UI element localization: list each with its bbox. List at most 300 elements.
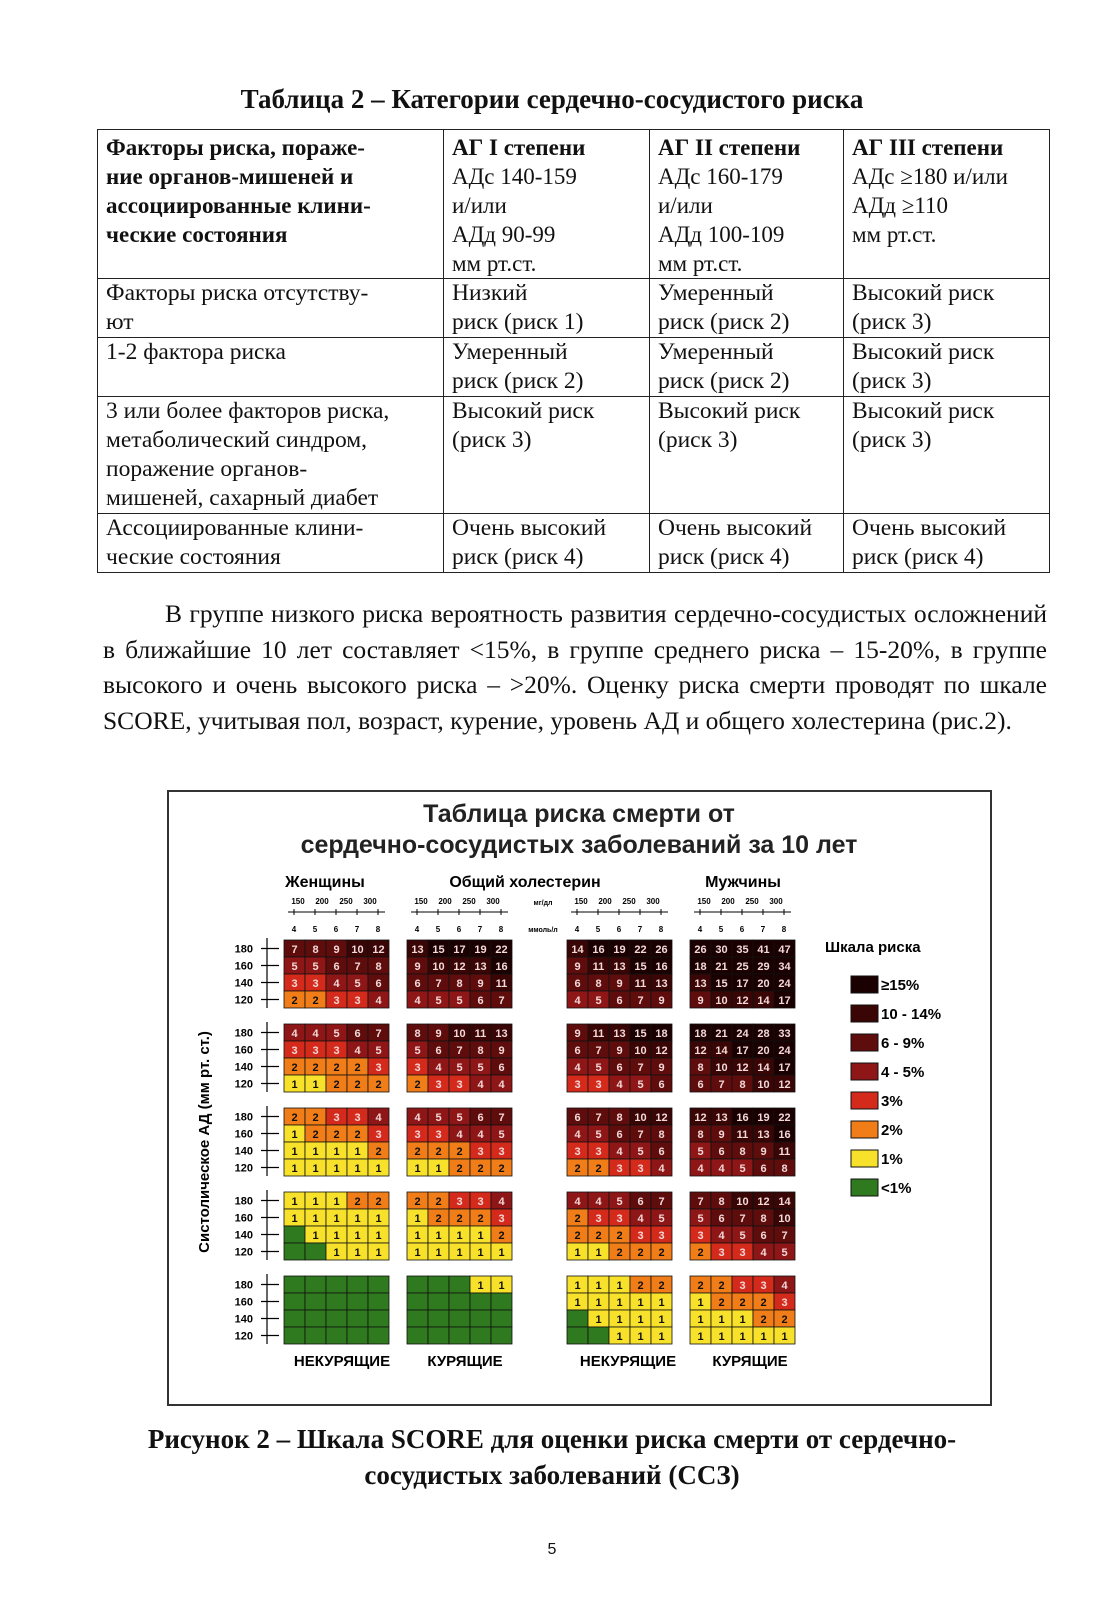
risk-cell-value: 7 [595,1112,602,1124]
cell-line: (риск 3) [852,427,932,453]
table-cell [844,514,1050,573]
risk-cell-value: 2 [456,1146,463,1158]
risk-cell-value: 1 [291,1146,298,1158]
bp-tick-label: 160 [234,1044,253,1057]
risk-cell-value: 1 [291,1213,298,1225]
chol-mmol-tick: 8 [781,925,787,934]
risk-cell-value: 2 [760,1297,767,1309]
risk-cell-value: 2 [354,1196,361,1208]
cell-line: Очень высокий [452,515,607,541]
chol-mmol-tick: 4 [414,925,420,934]
risk-cell-value: 6 [718,1146,725,1158]
legend-label: 10 - 14% [881,1006,942,1023]
risk-cell-value: 2 [291,1062,298,1074]
bp-tick-label: 120 [234,1162,253,1175]
legend-title: Шкала риска [825,939,921,956]
risk-cell-value: 1 [616,1314,623,1326]
chol-mmol-tick: 7 [477,925,483,934]
risk-cell-value: 9 [498,1045,505,1057]
risk-cell-value: 8 [456,978,463,990]
table-cell [844,397,1050,514]
caption-line: Рисунок 2 – Шкала SCORE для оценки риска смерти от сердечно- [147,1424,957,1454]
risk-cell-value: 8 [595,978,602,990]
risk-cell-value: 1 [477,1280,484,1292]
risk-cell-value: 14 [571,944,584,956]
bp-tick-label: 160 [234,960,253,973]
legend-swatch [851,1063,878,1080]
risk-cell-value: 25 [736,961,749,973]
risk-cell [407,1276,428,1293]
risk-cell-value: 8 [616,1112,623,1124]
risk-cell-value: 1 [595,1297,602,1309]
bp-tick-label: 160 [234,1128,253,1141]
risk-cell-value: 6 [616,995,623,1007]
risk-cell-value: 1 [312,1196,319,1208]
cell-line: (риск 3) [658,427,738,453]
risk-cell-value: 5 [697,1213,704,1225]
risk-cell [567,1310,588,1327]
risk-cell-value: 9 [760,1146,767,1158]
header-line: ние органов-мишеней и [106,164,354,189]
risk-cell-value: 5 [333,1028,340,1040]
risk-cell-value: 16 [778,1129,791,1141]
risk-cell-value: 4 [333,978,340,990]
risk-cell-value: 6 [637,1196,644,1208]
chol-mmol-tick: 8 [375,925,381,934]
cell-line: риск (риск 4) [658,544,790,570]
risk-cell-value: 1 [697,1331,704,1343]
risk-cell-value: 2 [760,1314,767,1326]
chol-mmol-tick: 6 [739,925,745,934]
risk-cell-value: 1 [354,1146,361,1158]
risk-cell-value: 6 [760,1163,767,1175]
risk-cell-value: 18 [694,1028,707,1040]
risk-cell-value: 24 [736,1028,749,1040]
header-line: АДс 140-159 [452,164,577,189]
risk-category-table [97,129,1050,573]
chol-mmol-tick: 4 [574,925,580,934]
risk-cell-value: 2 [595,1230,602,1242]
cell-line: Очень высокий [658,515,813,541]
risk-cell-value: 2 [354,1079,361,1091]
risk-cell [428,1276,449,1293]
risk-cell-value: 3 [477,1196,484,1208]
risk-cell-value: 3 [574,1146,581,1158]
risk-cell-value: 1 [333,1196,340,1208]
risk-cell-value: 7 [781,1230,788,1242]
risk-cell-value: 6 [333,961,340,973]
risk-cell-value: 2 [414,1196,421,1208]
risk-cell-value: 1 [697,1314,704,1326]
risk-cell-value: 2 [697,1280,704,1292]
risk-cell-value: 2 [414,1146,421,1158]
risk-cell-value: 1 [477,1247,484,1259]
cell-line: (риск 3) [852,368,932,394]
risk-cell-value: 2 [498,1163,505,1175]
risk-cell-value: 17 [736,1045,749,1057]
table-header [98,130,1050,279]
chol-mmol-tick: 6 [616,925,622,934]
risk-cell-value: 2 [595,1163,602,1175]
risk-cell-value: 3 [637,1163,644,1175]
risk-cell-value: 2 [312,1129,319,1141]
risk-cell-value: 4 [477,1129,484,1141]
risk-cell [347,1310,368,1327]
risk-cell-value: 3 [637,1230,644,1242]
table-cell [444,279,650,338]
cell-line: Ассоциированные клини- [106,515,364,541]
risk-cell-value: 12 [372,944,385,956]
risk-cell-value: 4 [354,1045,361,1057]
risk-cell [326,1276,347,1293]
risk-cell-value: 3 [312,978,319,990]
risk-cell-value: 12 [655,1045,668,1057]
risk-cell-value: 10 [634,1045,647,1057]
risk-cell-value: 2 [477,1163,484,1175]
risk-cell [428,1327,449,1344]
risk-cell-value: 3 [595,1146,602,1158]
risk-cell-value: 4 [375,995,382,1007]
risk-cell-value: 10 [778,1213,791,1225]
risk-cell-value: 8 [760,1213,767,1225]
risk-cell-value: 1 [354,1163,361,1175]
risk-cell-value: 8 [658,1129,665,1141]
bp-tick-label: 120 [234,1246,253,1259]
bp-tick-label: 140 [234,1145,253,1158]
risk-cell-value: 5 [291,961,298,973]
risk-cell-value: 8 [697,1129,704,1141]
risk-cell-value: 4 [498,1079,505,1091]
risk-cell-value: 4 [718,1163,725,1175]
risk-cell [326,1327,347,1344]
risk-cell-value: 1 [333,1230,340,1242]
risk-cell-value: 4 [781,1280,788,1292]
risk-cell-value: 1 [637,1331,644,1343]
risk-cell-value: 2 [574,1230,581,1242]
risk-cell-value: 5 [456,1112,463,1124]
risk-cell-value: 2 [574,1163,581,1175]
group-label: НЕКУРЯЩИЕ [579,1353,677,1370]
risk-cell-value: 10 [736,1196,749,1208]
risk-cell-value: 33 [778,1028,791,1040]
risk-cell-value: 6 [616,1062,623,1074]
risk-cell-value: 1 [574,1297,581,1309]
risk-cell-value: 3 [595,1213,602,1225]
risk-cell-value: 5 [477,1062,484,1074]
chol-mmol-tick: 8 [658,925,664,934]
risk-cell-value: 5 [595,995,602,1007]
risk-cell [567,1327,588,1344]
risk-cell-value: 5 [595,1129,602,1141]
risk-cell-value: 3 [456,1079,463,1091]
risk-cell-value: 2 [375,1079,382,1091]
risk-cell-value: 8 [781,1163,788,1175]
risk-cell-value: 5 [435,1112,442,1124]
legend-label: 3% [881,1093,903,1110]
risk-cell-value: 2 [697,1247,704,1259]
risk-cell-value: 7 [354,961,361,973]
legend-swatch [851,1121,878,1138]
risk-cell-value: 1 [414,1230,421,1242]
cholesterol-label: Общий холестерин [449,874,601,891]
cell-line: риск (риск 2) [658,309,790,335]
risk-cell-value: 3 [781,1297,788,1309]
risk-cell [449,1293,470,1310]
header-line: мм рт.ст. [452,251,537,276]
risk-cell [368,1276,389,1293]
risk-cell [428,1310,449,1327]
risk-cell-value: 1 [595,1247,602,1259]
risk-cell-value: 17 [736,978,749,990]
risk-cell-value: 9 [616,978,623,990]
legend-swatch [851,1150,878,1167]
chol-mmol-tick: 6 [456,925,462,934]
risk-cell-value: 4 [414,995,421,1007]
risk-cell-value: 3 [616,1213,623,1225]
risk-cell-value: 2 [477,1213,484,1225]
risk-cell-value: 3 [312,1045,319,1057]
risk-cell-value: 2 [375,1196,382,1208]
bp-tick-label: 180 [234,1279,253,1292]
header-line: АГ III степени [852,135,1004,160]
chol-mg-tick: 200 [721,897,735,906]
risk-cell-value: 9 [616,1045,623,1057]
risk-cell-value: 2 [616,1230,623,1242]
figure-caption [0,1421,1104,1493]
risk-cell-value: 12 [655,1112,668,1124]
risk-cell-value: 17 [778,1062,791,1074]
risk-cell-value: 2 [456,1213,463,1225]
risk-cell-value: 16 [655,961,668,973]
risk-cell-value: 16 [592,944,605,956]
risk-cell-value: 7 [739,1213,746,1225]
risk-cell-value: 9 [477,978,484,990]
chol-mg-tick: 150 [574,897,588,906]
cell-line: Высокий риск [658,398,801,424]
risk-cell [470,1327,491,1344]
risk-cell-value: 26 [655,944,668,956]
risk-cell-value: 13 [411,944,424,956]
risk-cell-value: 2 [312,995,319,1007]
risk-cell-value: 12 [694,1045,707,1057]
risk-cell-value: 4 [760,1247,767,1259]
risk-cell-value: 4 [414,1112,421,1124]
risk-cell-value: 2 [312,1062,319,1074]
risk-cell-value: 2 [637,1280,644,1292]
risk-cell-value: 3 [354,995,361,1007]
score-chart [169,792,990,1404]
risk-cell [428,1293,449,1310]
risk-cell-value: 4 [658,1163,665,1175]
risk-cell [326,1293,347,1310]
risk-cell-value: 1 [435,1247,442,1259]
risk-cell-value: 4 [616,1079,623,1091]
group-label: КУРЯЩИЕ [712,1353,788,1370]
legend-label: <1% [881,1180,912,1197]
risk-cell-value: 5 [781,1247,788,1259]
risk-cell-value: 7 [637,1129,644,1141]
risk-cell-value: 1 [333,1163,340,1175]
risk-cell-value: 6 [574,978,581,990]
risk-cell-value: 7 [498,995,505,1007]
risk-cell-value: 12 [736,1062,749,1074]
risk-cell-value: 13 [757,1129,770,1141]
risk-cell-value: 4 [574,1062,581,1074]
legend-swatch [851,976,878,993]
risk-cell [491,1327,512,1344]
risk-cell-value: 1 [333,1247,340,1259]
risk-cell-value: 13 [474,961,487,973]
risk-cell-value: 5 [595,1062,602,1074]
risk-cell-value: 5 [456,995,463,1007]
risk-cell-value: 1 [718,1331,725,1343]
risk-cell [305,1310,326,1327]
risk-cell-value: 13 [655,978,668,990]
risk-cell-value: 8 [718,1196,725,1208]
risk-cell-value: 2 [456,1163,463,1175]
risk-cell-value: 1 [456,1230,463,1242]
cell-line: 3 или более факторов риска, [106,398,390,424]
risk-cell-value: 14 [715,1045,728,1057]
risk-cell-value: 2 [637,1247,644,1259]
risk-cell-value: 1 [435,1230,442,1242]
chol-mg-tick: 250 [462,897,476,906]
risk-cell-value: 2 [739,1297,746,1309]
risk-cell-value: 11 [634,978,647,990]
risk-cell-value: 1 [637,1297,644,1309]
chol-mmol-tick: 7 [637,925,643,934]
risk-cell-value: 9 [574,1028,581,1040]
header-cell [98,130,444,279]
risk-cell-value: 3 [595,1079,602,1091]
risk-cell-value: 6 [658,1146,665,1158]
risk-cell-value: 7 [435,978,442,990]
risk-cell-value: 1 [574,1247,581,1259]
cell-line: Высокий риск [852,339,995,365]
risk-cell-value: 1 [697,1297,704,1309]
cell-line: ческие состояния [106,544,281,570]
risk-cell-value: 14 [757,1062,770,1074]
chol-mg-tick: 200 [598,897,612,906]
risk-cell-value: 2 [354,1062,361,1074]
bp-tick-label: 180 [234,1111,253,1124]
header-line: и/или [452,193,507,218]
risk-cell-value: 2 [333,1062,340,1074]
risk-cell-value: 18 [655,1028,668,1040]
risk-cell-value: 1 [781,1331,788,1343]
risk-cell-value: 12 [778,1079,791,1091]
risk-cell-value: 3 [498,1146,505,1158]
risk-cell-value: 4 [697,1163,704,1175]
group-label: КУРЯЩИЕ [427,1353,503,1370]
cell-line: (риск 3) [452,427,532,453]
risk-cell-value: 4 [718,1230,725,1242]
risk-cell-value: 1 [354,1230,361,1242]
table-row [98,338,1050,397]
risk-cell-value: 9 [658,1062,665,1074]
body-paragraph: В группе низкого риска вероятность развития сердечно-сосудистых осложнений в ближайшие 10 лет составляет <15%, в группе среднего риска – 15-20%, в группе высокого и очень высокого риска – >20%. Оценку риска смерти проводят по шкале SCORE, учитывая пол, возраст, курение, уровень АД и общего холестерина (рис.2). [103,599,1047,735]
risk-cell-value: 6 [760,1230,767,1242]
header-line: АГ II степени [658,135,801,160]
risk-cell-value: 7 [658,1196,665,1208]
risk-cell [368,1310,389,1327]
risk-cell-value: 10 [351,944,364,956]
risk-cell-value: 11 [592,1028,605,1040]
risk-cell-value: 47 [778,944,791,956]
risk-cell-value: 5 [739,1230,746,1242]
risk-cell-value: 4 [574,1196,581,1208]
cell-line: 1-2 фактора риска [106,339,286,365]
header-line: АДс ≥180 и/или [852,164,1008,189]
risk-cell-value: 1 [333,1146,340,1158]
risk-cell [305,1243,326,1260]
risk-cell-value: 5 [637,1146,644,1158]
risk-cell-value: 6 [718,1213,725,1225]
table-row [98,279,1050,338]
score-chart-figure [167,790,992,1406]
risk-cell [470,1293,491,1310]
bp-tick-label: 140 [234,1313,253,1326]
risk-cell-value: 20 [757,1045,770,1057]
risk-cell-value: 14 [778,1196,791,1208]
risk-cell-value: 1 [739,1331,746,1343]
legend-label: 6 - 9% [881,1035,925,1052]
cell-line: Очень высокий [852,515,1007,541]
risk-cell-value: 7 [718,1079,725,1091]
risk-cell-value: 2 [718,1297,725,1309]
risk-cell-value: 15 [432,944,445,956]
risk-cell-value: 24 [778,978,791,990]
risk-cell-value: 1 [291,1129,298,1141]
risk-cell-value: 5 [658,1213,665,1225]
cell-line: риск (риск 4) [452,544,584,570]
risk-cell [347,1327,368,1344]
risk-cell-value: 3 [333,1112,340,1124]
page-number: 5 [547,1541,557,1558]
bp-tick-label: 120 [234,1078,253,1091]
risk-cell-value: 2 [616,1247,623,1259]
risk-cell-value: 6 [697,1079,704,1091]
chol-mg-tick: 150 [697,897,711,906]
chol-mg-tick: 250 [745,897,759,906]
risk-cell-value: 7 [498,1112,505,1124]
bp-tick-label: 180 [234,1195,253,1208]
y-axis-label: Систолическое АД (мм рт. ст.) [196,1031,213,1253]
risk-cell-value: 4 [291,1028,298,1040]
risk-cell-value: 3 [498,1213,505,1225]
legend-label: ≥15% [881,977,920,994]
table-cell [650,397,844,514]
cell-line: Умеренный [658,339,774,365]
risk-cell [491,1310,512,1327]
cell-line: (риск 3) [852,309,932,335]
risk-cell-value: 1 [312,1079,319,1091]
chart-title: Таблица риска смерти от [423,800,735,828]
risk-cell-value: 2 [312,1112,319,1124]
risk-cell-value: 2 [414,1079,421,1091]
risk-cell [284,1243,305,1260]
risk-cell [326,1310,347,1327]
risk-cell-value: 9 [435,1028,442,1040]
unit-mmol-label: ммоль/л [528,927,558,934]
risk-cell-value: 6 [477,1112,484,1124]
risk-cell-value: 1 [718,1314,725,1326]
header-line: мм рт.ст. [658,251,743,276]
risk-cell-value: 6 [354,1028,361,1040]
risk-cell-value: 6 [498,1062,505,1074]
bp-tick-label: 120 [234,994,253,1007]
risk-cell-value: 9 [414,961,421,973]
